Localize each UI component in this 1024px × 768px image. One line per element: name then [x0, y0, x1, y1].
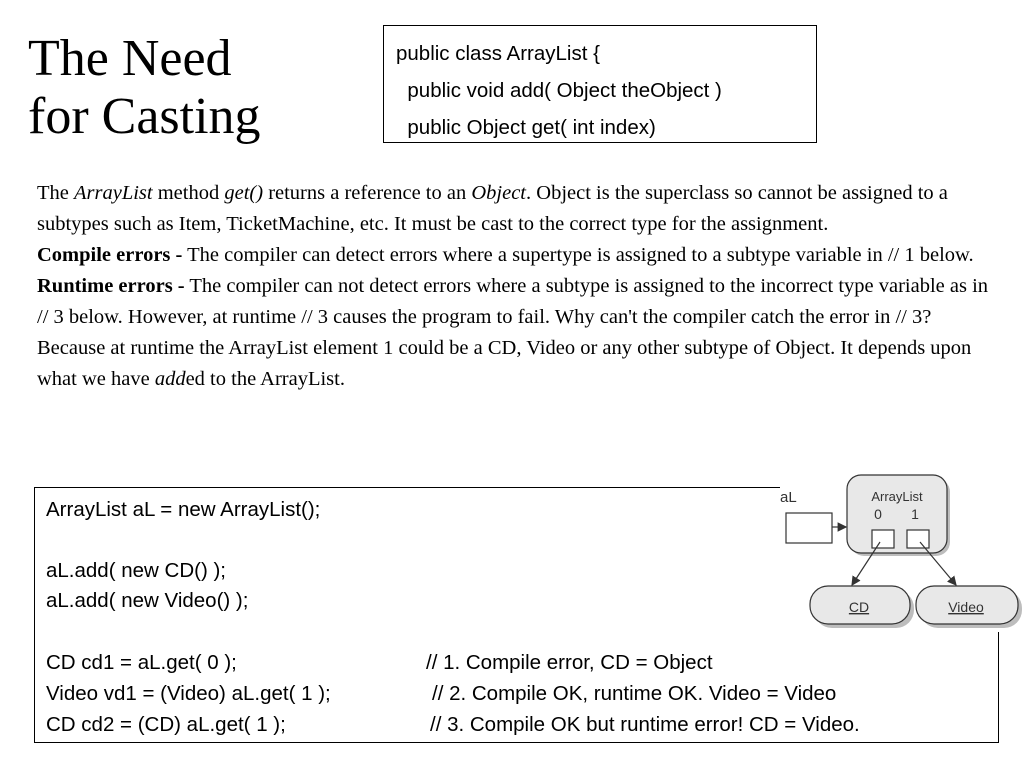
- code-comment: // 3. Compile OK but runtime error! CD = Video.: [430, 713, 860, 736]
- runtime-errors-heading: Runtime errors -: [37, 275, 185, 297]
- code-line: ArrayList aL = new ArrayList();: [46, 498, 321, 521]
- diagram-svg: [780, 472, 1024, 632]
- interface-code-line: public Object get( int index): [396, 116, 656, 139]
- arraylist-interface-box: [383, 25, 817, 143]
- paragraph-runtime-errors: [37, 271, 997, 395]
- code-comment: // 1. Compile error, CD = Object: [426, 651, 713, 674]
- paragraph-arraylist-get: [37, 178, 997, 240]
- text: The compiler can not detect errors where a subtype is assigned to the incorrect type variable as in // 3 below. However, at runtime // 3 causes the program to fail. Why can't the compiler catch the error in // 3? Because at runtime the ArrayList element 1 could be a CD, Video or any other subtype of Object. It depends upon what we have: [37, 275, 989, 390]
- element-slot-1: [907, 530, 929, 548]
- code-comment: // 2. Compile OK, runtime OK. Video = Video: [432, 682, 837, 705]
- text: returns a reference to an: [263, 182, 472, 204]
- code-line: CD cd2 = (CD) aL.get( 1 );: [46, 713, 286, 736]
- text: The compiler can detect errors where a supertype is assigned to a subtype variable in // 1 below.: [182, 244, 974, 266]
- code-line: aL.add( new CD() );: [46, 559, 227, 582]
- element-slot-0: [872, 530, 894, 548]
- cd-object-label: CD: [848, 599, 870, 615]
- slide-title: [28, 30, 348, 146]
- text: ed to the ArrayList.: [185, 368, 345, 390]
- text: method: [152, 182, 225, 204]
- arraylist-diagram: [780, 472, 1024, 632]
- compile-errors-heading: Compile errors -: [37, 244, 183, 266]
- arraylist-node: [847, 475, 947, 553]
- paragraph-compile-errors: [37, 240, 997, 271]
- code-line: Video vd1 = (Video) aL.get( 1 );: [46, 682, 331, 705]
- text-italic: get(): [224, 182, 264, 204]
- index-label-0: 0: [874, 506, 882, 522]
- text-italic: Object: [471, 182, 527, 204]
- interface-code-line: public void add( Object theObject ): [396, 79, 722, 102]
- interface-code-line: public class ArrayList {: [396, 42, 600, 65]
- video-object-label: Video: [948, 599, 984, 615]
- variable-box: [786, 513, 832, 543]
- text: The: [37, 182, 74, 204]
- title-line-1: The Need: [28, 30, 232, 87]
- text: . Object is the superclass so cannot be assigned to a subtypes such as Item, TicketMachine, etc. It must be cast to the correct type for the assignment.: [37, 182, 948, 235]
- code-line: CD cd1 = aL.get( 0 );: [46, 651, 237, 674]
- variable-label: aL: [780, 489, 797, 506]
- arraylist-node-label: ArrayList: [871, 489, 923, 504]
- index-label-1: 1: [911, 506, 919, 522]
- explanation-text: [37, 178, 997, 395]
- text-italic: ArrayList: [74, 182, 153, 204]
- title-line-2: for Casting: [28, 88, 261, 145]
- text-italic: add: [154, 368, 186, 390]
- code-line: aL.add( new Video() );: [46, 589, 249, 612]
